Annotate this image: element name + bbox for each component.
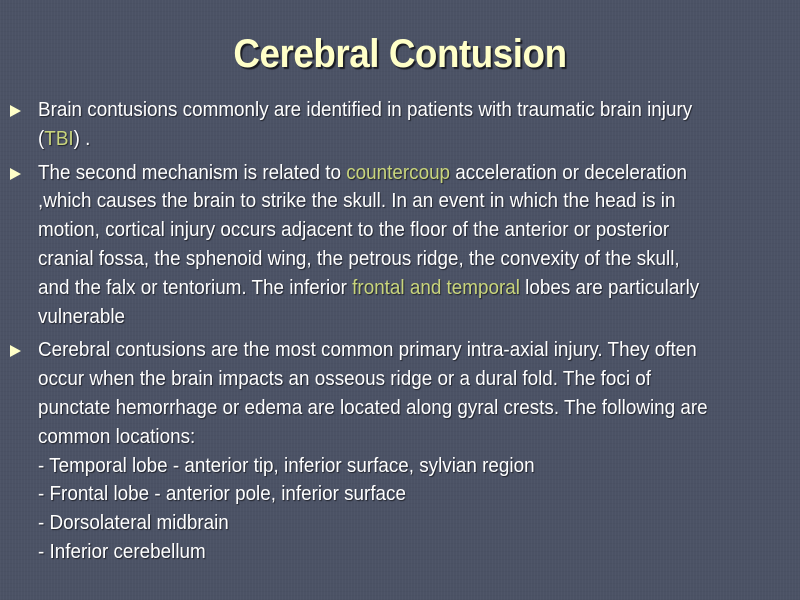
- text-run: - Frontal lobe - anterior pole, inferior surface: [38, 483, 406, 506]
- bullet-item: [0, 159, 800, 332]
- text-run: (: [38, 127, 45, 150]
- bullet-line: [38, 187, 800, 216]
- bullet-line: [38, 336, 800, 365]
- text-run: and the falx or tentorium. The inferior: [38, 276, 353, 299]
- text-run: acceleration or deceleration: [450, 161, 688, 184]
- text-run: The second mechanism is related to: [38, 161, 347, 184]
- text-run: - Dorsolateral midbrain: [38, 512, 229, 535]
- bullet-arrow-icon: [10, 345, 21, 357]
- bullet-line: [38, 159, 800, 188]
- bullet-line: [38, 365, 800, 394]
- bullet-line: [38, 216, 800, 245]
- text-run: Cerebral contusions are the most common primary intra-axial injury. They often: [38, 339, 697, 362]
- bullet-line: [38, 96, 800, 125]
- bullet-line: [38, 423, 800, 452]
- bullet-line: [38, 452, 800, 481]
- text-run: ) .: [73, 127, 91, 150]
- bullet-item: [0, 336, 800, 566]
- text-run: motion, cortical injury occurs adjacent to the floor of the anterior or posterior: [38, 219, 670, 242]
- bullet-arrow-icon: [10, 105, 21, 117]
- bullet-arrow-icon: [10, 168, 21, 180]
- text-run: - Inferior cerebellum: [38, 540, 206, 563]
- bullet-item: [0, 96, 800, 154]
- text-run: Brain contusions commonly are identified in patients with traumatic brain injury: [38, 99, 693, 121]
- text-run: common locations:: [38, 425, 196, 448]
- text-run: punctate hemorrhage or edema are located along gyral crests. The following are: [38, 396, 708, 419]
- highlight-term-tbi: TBI: [44, 127, 74, 150]
- text-run: cranial fossa, the sphenoid wing, the petrous ridge, the convexity of the skull,: [38, 247, 680, 270]
- bullet-line: [38, 480, 800, 509]
- bullet-line: [38, 538, 800, 567]
- text-run: occur when the brain impacts an osseous ridge or a dural fold. The foci of: [38, 368, 652, 391]
- bullet-line: [38, 274, 800, 303]
- bullet-line: [38, 394, 800, 423]
- text-run: vulnerable: [38, 305, 126, 328]
- text-run: - Temporal lobe - anterior tip, inferior surface, sylvian region: [38, 454, 535, 477]
- bullet-list: [0, 96, 800, 567]
- bullet-line: [38, 245, 800, 274]
- bullet-line: [38, 125, 800, 154]
- text-run: ,which causes the brain to strike the skull. In an event in which the head is in: [38, 190, 676, 213]
- text-run: lobes are particularly: [519, 276, 700, 299]
- slide-title: Cerebral Contusion: [233, 32, 567, 76]
- highlight-term-frontal-temporal: frontal and temporal: [352, 276, 520, 299]
- highlight-term-countercoup: countercoup: [346, 161, 451, 184]
- bullet-line: [38, 509, 800, 538]
- bullet-line: [38, 303, 800, 332]
